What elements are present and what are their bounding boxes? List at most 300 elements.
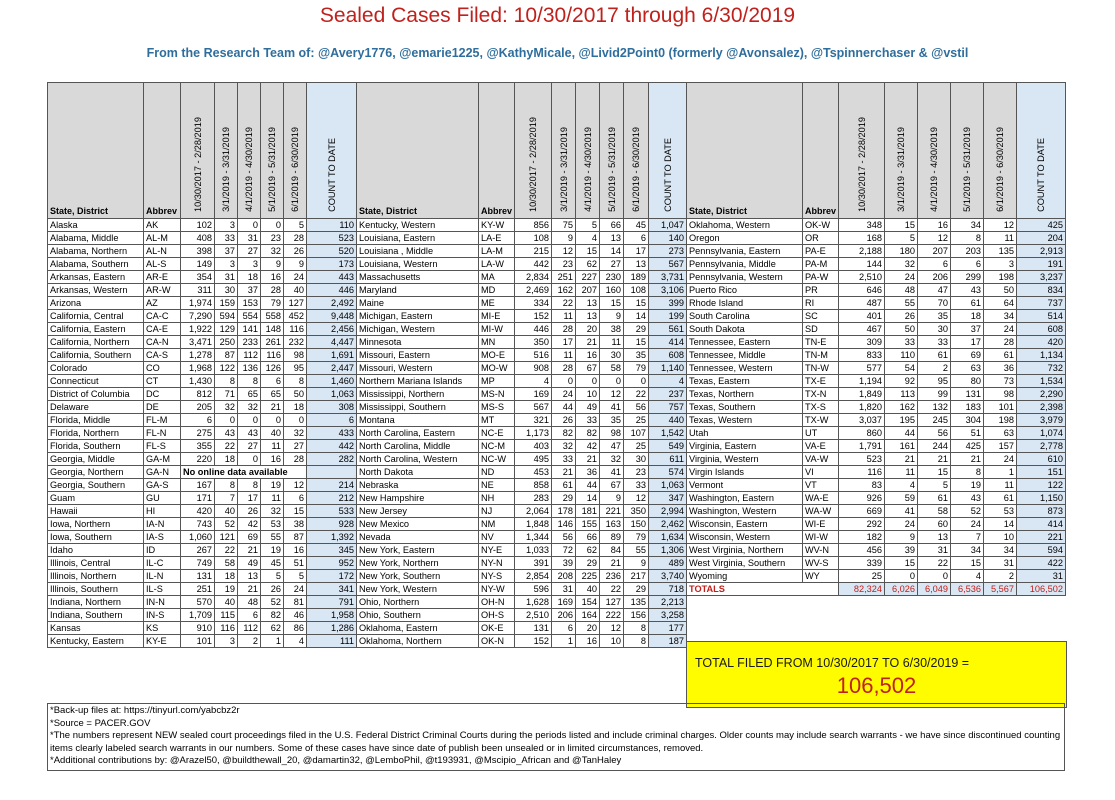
district-name: Northern Mariana Islands xyxy=(357,375,479,388)
period-count: 108 xyxy=(624,284,649,297)
table-row xyxy=(357,427,687,440)
district-name: California, Eastern xyxy=(48,323,144,336)
period-count: 2,188 xyxy=(839,245,885,258)
count-to-date: 111 xyxy=(307,635,357,648)
count-to-date: 834 xyxy=(1017,284,1066,297)
period-count: 79 xyxy=(261,297,284,310)
period-count: 4 xyxy=(885,479,918,492)
period-count: 101 xyxy=(984,401,1017,414)
count-to-date: 2,994 xyxy=(649,505,687,518)
period-count: 43 xyxy=(951,492,984,505)
period-count: 321 xyxy=(515,414,552,427)
district-abbrev: IL-N xyxy=(144,570,181,583)
period-count: 217 xyxy=(624,570,649,583)
period-total: 6,026 xyxy=(885,583,918,596)
count-to-date: 3,258 xyxy=(649,609,687,622)
table-row xyxy=(48,544,357,557)
district-abbrev: MA xyxy=(479,271,515,284)
period-count: 2 xyxy=(984,570,1017,583)
count-to-date: 9,448 xyxy=(307,310,357,323)
header-p2-text: 3/1/2019 - 3/31/2019 xyxy=(558,127,569,212)
grand-total: 106,502 xyxy=(1017,583,1066,596)
district-name: Missouri, Western xyxy=(357,362,479,375)
period-count: 95 xyxy=(918,375,951,388)
period-count: 34 xyxy=(984,544,1017,557)
table-row xyxy=(48,518,357,531)
period-count: 401 xyxy=(839,310,885,323)
period-count: 446 xyxy=(515,323,552,336)
count-to-date: 237 xyxy=(649,388,687,401)
count-to-date: 221 xyxy=(1017,531,1066,544)
district-abbrev: CT xyxy=(144,375,181,388)
period-count: 62 xyxy=(576,258,600,271)
table-row xyxy=(357,362,687,375)
period-count: 3 xyxy=(215,219,238,232)
period-count: 0 xyxy=(918,570,951,583)
period-count: 35 xyxy=(918,310,951,323)
district-name: Washington, Eastern xyxy=(687,492,803,505)
period-count: 10 xyxy=(576,388,600,401)
period-count: 19 xyxy=(261,479,284,492)
table-row xyxy=(48,271,357,284)
period-count: 283 xyxy=(515,492,552,505)
period-count: 339 xyxy=(839,557,885,570)
period-count: 58 xyxy=(600,362,624,375)
period-count: 56 xyxy=(552,531,576,544)
period-count: 180 xyxy=(885,245,918,258)
district-abbrev: GA-S xyxy=(144,479,181,492)
table-row xyxy=(687,310,1066,323)
district-name: Texas, Southern xyxy=(687,401,803,414)
count-to-date: 1,634 xyxy=(649,531,687,544)
period-count: 18 xyxy=(215,570,238,583)
header-p2 xyxy=(885,83,918,219)
period-count: 113 xyxy=(885,388,918,401)
period-count: 16 xyxy=(576,635,600,648)
count-to-date: 737 xyxy=(1017,297,1066,310)
district-name: North Carolina, Eastern xyxy=(357,427,479,440)
period-count: 456 xyxy=(839,544,885,557)
period-count: 161 xyxy=(885,440,918,453)
district-name: Delaware xyxy=(48,401,144,414)
district-name: Minnesota xyxy=(357,336,479,349)
district-abbrev: WV-N xyxy=(803,544,839,557)
district-name: South Carolina xyxy=(687,310,803,323)
period-count: 149 xyxy=(181,258,215,271)
period-count: 860 xyxy=(839,427,885,440)
period-count: 420 xyxy=(181,505,215,518)
sealed-cases-table-1 xyxy=(47,82,357,648)
district-name: Iowa, Southern xyxy=(48,531,144,544)
period-count: 12 xyxy=(624,492,649,505)
period-count: 0 xyxy=(552,375,576,388)
period-count: 1 xyxy=(261,635,284,648)
period-count: 28 xyxy=(552,323,576,336)
page-subtitle: From the Research Team of: @Avery1776, @emarie1225, @KathyMicale, @Livid2Point0 (formerly @Avonsalez), @Tspinnerchaser & @vstil xyxy=(146,46,969,60)
period-count: 14 xyxy=(624,310,649,323)
header-p2 xyxy=(552,83,576,219)
district-abbrev: PA-M xyxy=(803,258,839,271)
period-count: 2 xyxy=(918,362,951,375)
district-name: Missouri, Eastern xyxy=(357,349,479,362)
period-count: 22 xyxy=(215,440,238,453)
period-count: 452 xyxy=(284,310,307,323)
district-name: Nebraska xyxy=(357,479,479,492)
district-abbrev: MO-E xyxy=(479,349,515,362)
table-row xyxy=(357,219,687,232)
period-count: 669 xyxy=(839,505,885,518)
period-count: 2,834 xyxy=(515,271,552,284)
period-count: 61 xyxy=(918,349,951,362)
period-count: 169 xyxy=(515,388,552,401)
district-name: Alabama, Southern xyxy=(48,258,144,271)
district-abbrev: ND xyxy=(479,466,515,479)
period-count: 35 xyxy=(624,349,649,362)
period-count: 58 xyxy=(215,557,238,570)
period-count: 19 xyxy=(215,583,238,596)
header-p2 xyxy=(215,83,238,219)
header-p4 xyxy=(951,83,984,219)
footnotes xyxy=(47,703,1065,771)
period-count: 355 xyxy=(181,440,215,453)
count-to-date: 3,731 xyxy=(649,271,687,284)
district-name: Oregon xyxy=(687,232,803,245)
count-to-date: 3,106 xyxy=(649,284,687,297)
period-count: 178 xyxy=(552,505,576,518)
period-count: 43 xyxy=(215,427,238,440)
period-count: 31 xyxy=(984,557,1017,570)
period-count: 69 xyxy=(951,349,984,362)
period-count: 65 xyxy=(238,388,261,401)
count-to-date: 608 xyxy=(649,349,687,362)
period-count: 44 xyxy=(576,479,600,492)
table-row xyxy=(687,453,1066,466)
count-to-date: 122 xyxy=(1017,479,1066,492)
period-count: 21 xyxy=(918,453,951,466)
period-count: 102 xyxy=(181,219,215,232)
period-count: 181 xyxy=(576,505,600,518)
period-count: 2,854 xyxy=(515,570,552,583)
district-name: Virginia, Eastern xyxy=(687,440,803,453)
district-name: Utah xyxy=(687,427,803,440)
district-abbrev: GA-N xyxy=(144,466,181,479)
district-abbrev: IN-S xyxy=(144,609,181,622)
period-count: 73 xyxy=(984,375,1017,388)
count-to-date: 433 xyxy=(307,427,357,440)
period-count: 41 xyxy=(885,505,918,518)
header-p1-text: 10/30/2017 - 2/28/2019 xyxy=(192,116,203,212)
district-name: Florida, Middle xyxy=(48,414,144,427)
count-to-date: 2,213 xyxy=(649,596,687,609)
period-count: 79 xyxy=(624,362,649,375)
period-count: 1,922 xyxy=(181,323,215,336)
period-count: 26 xyxy=(552,414,576,427)
district-name: Georgia, Northern xyxy=(48,466,144,479)
period-count: 4 xyxy=(576,232,600,245)
count-to-date: 2,447 xyxy=(307,362,357,375)
period-total: 6,536 xyxy=(951,583,984,596)
district-name: Rhode Island xyxy=(687,297,803,310)
district-name: Oklahoma, Northern xyxy=(357,635,479,648)
footnote-contributions: *Additional contributions by: @Arazel50, @buildthewall_20, @damartin32, @LemboPhil, @t193931, @Mscipio_African and @TanHaley xyxy=(50,755,622,766)
period-count: 1,974 xyxy=(181,297,215,310)
table-row xyxy=(357,297,687,310)
table-row xyxy=(48,323,357,336)
period-count: 37 xyxy=(238,284,261,297)
period-count: 33 xyxy=(215,232,238,245)
period-count: 32 xyxy=(284,427,307,440)
period-count: 15 xyxy=(885,219,918,232)
table-row xyxy=(687,232,1066,245)
header-p2-text: 3/1/2019 - 3/31/2019 xyxy=(221,127,231,212)
period-count: 98 xyxy=(284,349,307,362)
period-count: 71 xyxy=(215,388,238,401)
count-to-date: 3,979 xyxy=(1017,414,1066,427)
period-count: 1,968 xyxy=(181,362,215,375)
period-count: 98 xyxy=(984,388,1017,401)
period-count: 398 xyxy=(181,245,215,258)
table-row xyxy=(48,505,357,518)
period-count: 36 xyxy=(984,362,1017,375)
period-count: 31 xyxy=(215,271,238,284)
period-count: 67 xyxy=(576,362,600,375)
table-row xyxy=(357,310,687,323)
period-count: 1,033 xyxy=(515,544,552,557)
period-count: 299 xyxy=(951,271,984,284)
table-row xyxy=(48,583,357,596)
district-name: Louisiana, Eastern xyxy=(357,232,479,245)
period-count: 0 xyxy=(261,414,284,427)
district-abbrev: KY-E xyxy=(144,635,181,648)
table-row xyxy=(687,362,1066,375)
table-row xyxy=(357,414,687,427)
period-count: 442 xyxy=(515,258,552,271)
table-row xyxy=(48,310,357,323)
period-count: 13 xyxy=(576,310,600,323)
period-count: 44 xyxy=(885,427,918,440)
period-count: 156 xyxy=(624,609,649,622)
header-p4-text: 5/1/2019 - 5/31/2019 xyxy=(267,127,277,212)
district-abbrev: WA-W xyxy=(803,505,839,518)
period-count: 516 xyxy=(515,349,552,362)
period-count: 554 xyxy=(238,310,261,323)
header-p3-text: 4/1/2019 - 4/30/2019 xyxy=(244,127,254,212)
count-to-date: 561 xyxy=(649,323,687,336)
district-name: North Carolina, Western xyxy=(357,453,479,466)
period-count: 4 xyxy=(951,570,984,583)
period-count: 24 xyxy=(984,323,1017,336)
district-abbrev: MO-W xyxy=(479,362,515,375)
period-count: 16 xyxy=(576,349,600,362)
table-row xyxy=(48,570,357,583)
period-count: 24 xyxy=(885,518,918,531)
table-row xyxy=(687,323,1066,336)
period-count: 50 xyxy=(885,323,918,336)
district-name: Texas, Northern xyxy=(687,388,803,401)
period-count: 334 xyxy=(515,297,552,310)
period-count: 408 xyxy=(181,232,215,245)
district-name: Tennessee, Eastern xyxy=(687,336,803,349)
district-name: Pennsylvania, Middle xyxy=(687,258,803,271)
period-count: 33 xyxy=(624,479,649,492)
period-count: 108 xyxy=(515,232,552,245)
period-count: 70 xyxy=(918,297,951,310)
count-to-date: 549 xyxy=(649,440,687,453)
period-count: 112 xyxy=(238,349,261,362)
period-count: 163 xyxy=(600,518,624,531)
table-row xyxy=(357,596,687,609)
district-name: Pennsylvania, Western xyxy=(687,271,803,284)
period-count: 5 xyxy=(576,219,600,232)
period-count: 11 xyxy=(552,310,576,323)
period-count: 121 xyxy=(215,531,238,544)
period-count: 52 xyxy=(261,596,284,609)
period-count: 40 xyxy=(576,583,600,596)
district-abbrev: AR-W xyxy=(144,284,181,297)
table-row xyxy=(48,401,357,414)
table-row xyxy=(357,505,687,518)
table-row xyxy=(687,570,1066,583)
table-row xyxy=(48,388,357,401)
period-count: 24 xyxy=(284,271,307,284)
total-filed-label: TOTAL FILED FROM 10/30/2017 TO 6/30/2019 = xyxy=(695,656,970,670)
period-count: 15 xyxy=(885,557,918,570)
period-count: 56 xyxy=(624,401,649,414)
count-to-date: 610 xyxy=(1017,453,1066,466)
table-row xyxy=(48,609,357,622)
period-count: 79 xyxy=(624,531,649,544)
period-count: 61 xyxy=(552,479,576,492)
district-name: Illinois, Southern xyxy=(48,583,144,596)
district-abbrev: NE xyxy=(479,479,515,492)
table-row xyxy=(48,427,357,440)
district-abbrev: FL-M xyxy=(144,414,181,427)
district-abbrev: NV xyxy=(479,531,515,544)
count-to-date: 6 xyxy=(307,414,357,427)
period-count: 21 xyxy=(238,544,261,557)
count-to-date: 446 xyxy=(307,284,357,297)
period-count: 3 xyxy=(984,258,1017,271)
period-count: 116 xyxy=(839,466,885,479)
period-count: 48 xyxy=(885,284,918,297)
count-to-date: 1,534 xyxy=(1017,375,1066,388)
period-count: 32 xyxy=(261,245,284,258)
table-row xyxy=(48,453,357,466)
district-name: Kentucky, Western xyxy=(357,219,479,232)
period-count: 251 xyxy=(552,271,576,284)
period-count: 20 xyxy=(576,622,600,635)
district-abbrev: WA-E xyxy=(803,492,839,505)
district-abbrev: CA-S xyxy=(144,349,181,362)
period-count: 9 xyxy=(600,492,624,505)
table-row xyxy=(357,622,687,635)
period-count: 0 xyxy=(576,375,600,388)
district-name: Colorado xyxy=(48,362,144,375)
district-abbrev: WV-S xyxy=(803,557,839,570)
district-abbrev: VA-W xyxy=(803,453,839,466)
period-count: 75 xyxy=(552,219,576,232)
count-to-date: 414 xyxy=(1017,518,1066,531)
table-row xyxy=(48,596,357,609)
count-to-date: 341 xyxy=(307,583,357,596)
period-count: 2,510 xyxy=(515,609,552,622)
count-to-date: 414 xyxy=(649,336,687,349)
district-name: North Dakota xyxy=(357,466,479,479)
count-to-date: 1,047 xyxy=(649,219,687,232)
totals-label: TOTALS xyxy=(687,583,839,596)
period-count: 594 xyxy=(215,310,238,323)
footnote-backup: *Back-up files at: https://tinyurl.com/yabcbz2r xyxy=(50,705,240,716)
period-count: 40 xyxy=(215,505,238,518)
header-count xyxy=(307,83,357,219)
count-to-date: 140 xyxy=(649,232,687,245)
period-count: 25 xyxy=(624,440,649,453)
district-abbrev: LA-E xyxy=(479,232,515,245)
period-count: 60 xyxy=(918,518,951,531)
period-count: 127 xyxy=(600,596,624,609)
period-count: 5 xyxy=(284,219,307,232)
district-abbrev: AR-E xyxy=(144,271,181,284)
period-count: 208 xyxy=(552,570,576,583)
period-count: 16 xyxy=(918,219,951,232)
district-abbrev: FL-N xyxy=(144,427,181,440)
period-count: 0 xyxy=(600,375,624,388)
header-count xyxy=(649,83,687,219)
period-count: 1,060 xyxy=(181,531,215,544)
period-count: 27 xyxy=(238,245,261,258)
period-count: 135 xyxy=(984,245,1017,258)
district-name: California, Northern xyxy=(48,336,144,349)
period-count: 10 xyxy=(600,635,624,648)
district-abbrev: WY xyxy=(803,570,839,583)
total-filed-box xyxy=(686,641,1067,708)
district-abbrev: OK-N xyxy=(479,635,515,648)
period-count: 112 xyxy=(238,622,261,635)
period-count: 220 xyxy=(181,453,215,466)
district-abbrev: SD xyxy=(803,323,839,336)
period-count: 72 xyxy=(552,544,576,557)
count-to-date: 151 xyxy=(1017,466,1066,479)
period-count: 1,820 xyxy=(839,401,885,414)
district-abbrev: IL-S xyxy=(144,583,181,596)
period-count: 7 xyxy=(215,492,238,505)
period-count: 45 xyxy=(624,219,649,232)
district-name: Indiana, Southern xyxy=(48,609,144,622)
period-count: 12 xyxy=(552,245,576,258)
district-abbrev: FL-S xyxy=(144,440,181,453)
period-count: 309 xyxy=(839,336,885,349)
period-count: 5 xyxy=(918,479,951,492)
period-count: 116 xyxy=(261,349,284,362)
period-count: 8 xyxy=(238,375,261,388)
header-count-text: COUNT TO DATE xyxy=(1036,138,1046,212)
period-count: 81 xyxy=(284,596,307,609)
period-count: 14 xyxy=(600,245,624,258)
table-row xyxy=(357,453,687,466)
period-count: 5 xyxy=(284,570,307,583)
period-count: 30 xyxy=(918,323,951,336)
table-row xyxy=(48,219,357,232)
count-to-date: 1,063 xyxy=(649,479,687,492)
district-abbrev: MS-N xyxy=(479,388,515,401)
period-count: 11 xyxy=(600,336,624,349)
period-count: 152 xyxy=(515,310,552,323)
district-name: Georgia, Southern xyxy=(48,479,144,492)
count-to-date: 422 xyxy=(1017,557,1066,570)
district-name: Arkansas, Western xyxy=(48,284,144,297)
period-count: 65 xyxy=(261,388,284,401)
period-count: 3 xyxy=(215,635,238,648)
